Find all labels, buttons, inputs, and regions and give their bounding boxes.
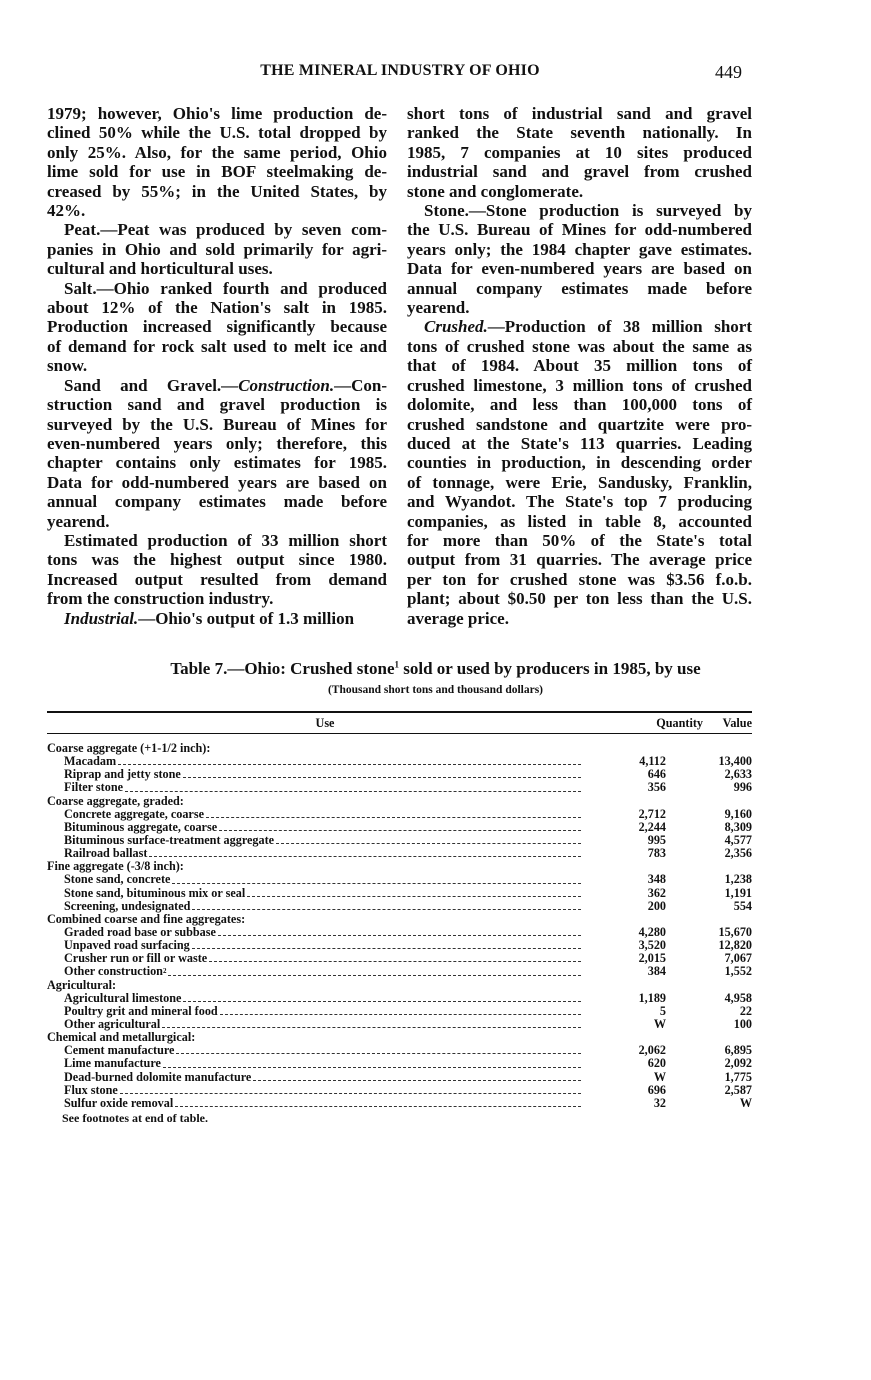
- quantity-cell: 2,712: [638, 806, 666, 821]
- line-text: —Ohio's output of 1.3 million: [138, 608, 355, 628]
- quantity-cell: 348: [647, 872, 666, 887]
- value-cell: 22: [739, 1003, 752, 1018]
- table-row: [47, 887, 752, 900]
- text-line: [407, 395, 752, 414]
- table-row: [47, 768, 752, 781]
- quantity-cell: 646: [647, 767, 666, 782]
- use-cell: [47, 992, 583, 1005]
- text-line: [47, 143, 387, 162]
- line-text: Increased output resulted from demand: [47, 569, 387, 589]
- line-text: 1985, 7 companies at 10 sites produced: [407, 142, 752, 162]
- table-body: [47, 742, 752, 1110]
- dot-leader: [175, 1097, 581, 1107]
- value-cell: 996: [733, 780, 752, 795]
- line-text: —Ohio ranked fourth and produced: [96, 278, 387, 298]
- quantity-cell: 5: [659, 1003, 666, 1018]
- text-line: [407, 453, 752, 472]
- line-text: Data for even-numbered years are based on: [407, 259, 752, 279]
- line-text: the U.S. Bureau of Mines for odd-numbered: [407, 220, 752, 240]
- text-line: [47, 550, 387, 569]
- value-cell: [666, 795, 752, 808]
- line-text: of tonnage, were Erie, Sandusky, Franklin,: [407, 472, 752, 492]
- right-column: [407, 104, 752, 628]
- table-subtitle: (Thousand short tons and thousand dollars): [327, 684, 544, 696]
- paragraph: [407, 201, 752, 317]
- text-line: [47, 492, 387, 511]
- dot-leader: [276, 834, 581, 844]
- use-cell: [47, 913, 583, 926]
- use-label: Unpaved road surfacing: [64, 938, 190, 953]
- use-label: Lime manufacture: [64, 1056, 161, 1071]
- text-line: [407, 143, 752, 162]
- line-text: panies in Ohio and sold primarily for agri-: [47, 239, 387, 259]
- value-cell: 554: [733, 898, 752, 913]
- quantity-cell: 696: [647, 1082, 666, 1097]
- table-row: [47, 992, 752, 1005]
- paragraph: [47, 609, 387, 628]
- text-line: [47, 337, 387, 356]
- use-label: Bituminous surface-treatment aggregate: [64, 832, 275, 847]
- line-text: yearend.: [407, 298, 470, 318]
- use-label: Macadam: [64, 754, 117, 769]
- use-label: Screening, undesignated: [64, 898, 191, 913]
- use-label: Coarse aggregate (+1-1/2 inch):: [47, 741, 211, 755]
- table-row: [47, 1084, 752, 1097]
- value-cell: 2,092: [724, 1056, 752, 1071]
- text-line: [407, 182, 752, 201]
- use-cell: [47, 900, 583, 913]
- text-line: [47, 240, 387, 259]
- run-in-heading: Stone.: [424, 201, 469, 221]
- table-row: [47, 965, 752, 978]
- table-title: [0, 659, 871, 679]
- quantity-cell: [583, 979, 666, 992]
- use-label: Coarse aggregate, graded:: [47, 793, 184, 808]
- value-cell: 9,160: [724, 806, 752, 821]
- footnote-ref: 1: [394, 659, 399, 670]
- quantity-cell: 1,189: [638, 990, 666, 1005]
- line-text: annual company estimates made before: [407, 278, 752, 298]
- text-line: [47, 356, 387, 375]
- text-line: [407, 550, 752, 569]
- use-label: Poultry grit and mineral food: [64, 1003, 218, 1018]
- quantity-cell: 32: [653, 1095, 666, 1110]
- table-header: [47, 713, 752, 733]
- text-line: [47, 201, 387, 220]
- text-line: [47, 259, 387, 278]
- use-cell: [47, 887, 583, 900]
- value-cell: 1,191: [724, 885, 752, 900]
- use-label: Bituminous aggregate, coarse: [64, 819, 218, 834]
- left-column: [47, 104, 387, 628]
- text-line: [407, 298, 752, 317]
- text-line: [407, 415, 752, 434]
- table-header-rule: [47, 733, 752, 734]
- line-text: for more than 50% of the State's total: [407, 530, 752, 550]
- line-text: —Production of 38 million short: [487, 317, 752, 337]
- quantity-cell: W: [653, 1069, 666, 1084]
- italic-subheading: Industrial.: [64, 608, 139, 628]
- value-cell: 4,958: [724, 990, 752, 1005]
- value-cell: 2,356: [724, 846, 752, 861]
- line-text: crushed limestone, 3 million tons of crushed: [407, 375, 752, 395]
- run-in-heading: Peat.: [64, 220, 101, 240]
- text-line: [47, 570, 387, 589]
- value-cell: 1,238: [724, 872, 752, 887]
- value-cell: 12,820: [718, 938, 752, 953]
- line-text: tons of crushed stone was about the same as: [407, 336, 752, 356]
- table-row: [47, 1057, 752, 1070]
- use-label: Railroad ballast: [64, 846, 148, 861]
- table-title-rest: sold or used by producers in 1985, by use: [399, 659, 701, 678]
- text-line: [47, 162, 387, 181]
- quantity-cell: [583, 795, 666, 808]
- text-line: [407, 473, 752, 492]
- use-cell: [47, 1071, 583, 1084]
- table-row: [47, 821, 752, 834]
- line-text: even-numbered years only; therefore, this: [47, 433, 387, 453]
- use-cell: [47, 873, 583, 886]
- use-label: Graded road base or subbase: [64, 924, 216, 939]
- use-label: Crusher run or fill or waste: [64, 951, 208, 966]
- line-text: 42%.: [47, 201, 86, 221]
- text-line: [47, 473, 387, 492]
- value-cell: W: [739, 1095, 752, 1110]
- use-cell: [47, 1005, 583, 1018]
- paragraph: [47, 376, 387, 531]
- dot-leader: [183, 992, 581, 1002]
- use-label: Agricultural:: [47, 977, 117, 992]
- text-line: [47, 123, 387, 142]
- line-text: from the construction industry.: [47, 589, 274, 609]
- line-text: of demand for rock salt used to melt ice and: [47, 336, 387, 356]
- table-row: [47, 781, 752, 794]
- dot-leader: [219, 821, 581, 831]
- text-line: [407, 512, 752, 531]
- dot-leader: [168, 965, 581, 975]
- text-line: [47, 220, 387, 239]
- italic-subheading: Crushed.: [424, 317, 488, 337]
- use-label: Dead-burned dolomite manufacture: [64, 1069, 252, 1084]
- use-label: Riprap and jetty stone: [64, 767, 181, 782]
- text-line: [407, 434, 752, 453]
- text-line: [407, 337, 752, 356]
- dot-leader: [149, 847, 581, 857]
- use-label: Agricultural limestone: [64, 990, 182, 1005]
- table-group-row: [47, 979, 752, 992]
- text-line: [47, 434, 387, 453]
- use-label: Stone sand, bituminous mix or seal: [64, 885, 246, 900]
- quantity-cell: 2,244: [638, 819, 666, 834]
- running-title: THE MINERAL INDUSTRY OF OHIO: [260, 62, 540, 79]
- italic-subheading: —Construction.: [221, 375, 335, 395]
- use-label: Sulfur oxide removal: [64, 1095, 174, 1110]
- use-cell: [47, 768, 583, 781]
- quantity-cell: [583, 913, 666, 926]
- quantity-cell: 384: [647, 964, 666, 979]
- text-line: [47, 453, 387, 472]
- text-line: [407, 162, 752, 181]
- text-line: [407, 259, 752, 278]
- line-text: Estimated production of 33 million short: [64, 530, 387, 550]
- text-line: [407, 279, 752, 298]
- col-header-use: Use: [315, 715, 335, 730]
- text-line: [407, 609, 752, 628]
- table-row: [47, 873, 752, 886]
- text-line: [407, 570, 752, 589]
- dot-leader: [120, 1084, 581, 1094]
- quantity-cell: 200: [647, 898, 666, 913]
- value-cell: 8,309: [724, 819, 752, 834]
- text-line: [407, 376, 752, 395]
- text-line: [47, 415, 387, 434]
- page-number: 449: [715, 62, 742, 82]
- run-in-heading: Sand and Gravel.: [64, 375, 222, 395]
- quantity-cell: 4,280: [638, 924, 666, 939]
- dot-leader: [247, 887, 581, 897]
- dot-leader: [163, 1057, 581, 1067]
- line-text: —Con-: [334, 375, 387, 395]
- table-title-text: Table 7.—Ohio: Crushed stone: [170, 659, 395, 678]
- footnote-ref: 2: [162, 967, 167, 976]
- col-header-value: Value: [722, 715, 752, 730]
- use-label: Stone sand, concrete: [64, 872, 171, 887]
- line-text: lime sold for use in BOF steelmaking de-: [47, 162, 387, 182]
- paragraph: [47, 531, 387, 609]
- value-cell: 100: [733, 1016, 752, 1031]
- text-line: [47, 279, 387, 298]
- use-cell: [47, 979, 583, 992]
- value-cell: 13,400: [718, 754, 752, 769]
- text-line: [47, 317, 387, 336]
- dot-leader: [253, 1071, 581, 1081]
- dot-leader: [192, 939, 581, 949]
- use-label: Fine aggregate (-3/8 inch):: [47, 859, 184, 874]
- line-text: Production increased significantly because: [47, 317, 387, 337]
- paragraph: [407, 317, 752, 628]
- text-line: [47, 512, 387, 531]
- text-line: [47, 395, 387, 414]
- dot-leader: [206, 808, 581, 818]
- dot-leader: [125, 781, 581, 791]
- text-line: [407, 531, 752, 550]
- table-group-row: [47, 913, 752, 926]
- quantity-cell: 995: [647, 832, 666, 847]
- run-in-heading: Salt.: [64, 278, 97, 298]
- line-text: crushed sandstone and quartzite were pro-: [407, 414, 752, 434]
- table-row: [47, 1005, 752, 1018]
- paragraph: [47, 220, 387, 278]
- text-line: [47, 104, 387, 123]
- use-label: Chemical and metallurgical:: [47, 1030, 196, 1045]
- value-cell: 6,895: [724, 1043, 752, 1058]
- value-cell: 7,067: [724, 951, 752, 966]
- use-cell: [47, 1097, 583, 1110]
- text-line: [47, 531, 387, 550]
- line-text: —Stone production is surveyed by: [468, 201, 752, 221]
- text-line: [47, 182, 387, 201]
- use-cell: [47, 808, 583, 821]
- table-footnote: See footnotes at end of table.: [62, 1111, 208, 1125]
- use-label: Other construction: [64, 964, 163, 979]
- use-label: Filter stone: [64, 780, 124, 795]
- dot-leader: [220, 1005, 581, 1015]
- value-cell: 2,633: [724, 767, 752, 782]
- table-row: [47, 1097, 752, 1110]
- use-cell: [47, 821, 583, 834]
- line-text: 1979; however, Ohio's lime production de-: [47, 104, 387, 123]
- quantity-cell: 620: [647, 1056, 666, 1071]
- table-group-row: [47, 795, 752, 808]
- line-text: ranked the State seventh nationally. In: [407, 123, 752, 143]
- dot-leader: [172, 873, 581, 883]
- line-text: —Peat was produced by seven com-: [100, 220, 387, 240]
- paragraph: [47, 104, 387, 220]
- line-text: plant; about $0.50 per ton less than the U.S.: [407, 589, 752, 609]
- table-row: [47, 900, 752, 913]
- text-line: [407, 201, 752, 220]
- quantity-cell: W: [653, 1016, 666, 1031]
- line-text: output from 31 quarries. The average price: [407, 550, 752, 570]
- value-cell: 1,552: [724, 964, 752, 979]
- line-text: average price.: [407, 608, 509, 628]
- dot-leader: [183, 768, 581, 778]
- value-cell: 15,670: [718, 924, 752, 939]
- line-text: clined 50% while the U.S. total dropped by: [47, 123, 387, 143]
- quantity-cell: 2,015: [638, 951, 666, 966]
- use-label: Flux stone: [64, 1082, 118, 1097]
- line-text: creased by 55%; in the United States, by: [47, 181, 387, 201]
- value-cell: [666, 913, 752, 926]
- value-cell: 1,775: [724, 1069, 752, 1084]
- text-line: [407, 240, 752, 259]
- value-cell: [666, 979, 752, 992]
- use-label: Concrete aggregate, coarse: [64, 806, 204, 821]
- line-text: struction sand and gravel production is: [47, 395, 387, 415]
- value-cell: 2,587: [724, 1082, 752, 1097]
- crushed-stone-table: [47, 711, 752, 1110]
- line-text: companies, as listed in table 8, accounted: [407, 511, 752, 531]
- quantity-cell: 2,062: [638, 1043, 666, 1058]
- quantity-cell: 362: [647, 885, 666, 900]
- text-line: [407, 589, 752, 608]
- line-text: snow.: [47, 356, 88, 376]
- line-text: tons was the highest output since 1980.: [47, 550, 387, 570]
- quantity-cell: 783: [647, 846, 666, 861]
- line-text: years only; the 1984 chapter gave estimates.: [407, 239, 752, 259]
- line-text: short tons of industrial sand and gravel: [407, 104, 752, 123]
- use-cell: [47, 781, 583, 794]
- line-text: chapter contains only estimates for 1985.: [47, 453, 387, 473]
- quantity-cell: 4,112: [639, 754, 666, 769]
- dot-leader: [209, 952, 581, 962]
- use-label: Other agricultural: [64, 1016, 161, 1031]
- line-text: per ton for crushed stone was $3.56 f.o.b.: [407, 569, 752, 589]
- quantity-cell: 3,520: [638, 938, 666, 953]
- line-text: industrial sand and gravel from crushed: [407, 162, 752, 182]
- text-line: [407, 492, 752, 511]
- dot-leader: [118, 755, 581, 765]
- text-line: [47, 609, 387, 628]
- use-cell: [47, 795, 583, 808]
- dot-leader: [162, 1018, 581, 1028]
- use-cell: [47, 742, 583, 755]
- line-text: that of 1984. About 35 million tons of: [407, 356, 752, 376]
- line-text: stone and conglomerate.: [407, 181, 584, 201]
- text-line: [47, 376, 387, 395]
- line-text: annual company estimates made before: [47, 492, 387, 512]
- table-row: [47, 1071, 752, 1084]
- use-cell: [47, 1057, 583, 1070]
- dot-leader: [192, 900, 581, 910]
- text-line: [407, 317, 752, 336]
- paragraph: [47, 279, 387, 376]
- dot-leader: [218, 926, 581, 936]
- line-text: cultural and horticultural uses.: [47, 259, 273, 279]
- line-text: only 25%. Also, for the same period, Ohio: [47, 142, 387, 162]
- text-line: [47, 298, 387, 317]
- text-line: [47, 589, 387, 608]
- col-header-quantity: Quantity: [656, 715, 703, 730]
- paragraph: [407, 104, 752, 201]
- line-text: and Wyandot. The State's top 7 producing: [407, 492, 752, 512]
- line-text: Data for odd-numbered years are based on: [47, 472, 387, 492]
- line-text: dolomite, and less than 100,000 tons of: [407, 395, 752, 415]
- line-text: yearend.: [47, 511, 110, 531]
- value-cell: 4,577: [724, 832, 752, 847]
- text-line: [407, 356, 752, 375]
- line-text: surveyed by the U.S. Bureau of Mines for: [47, 414, 387, 434]
- table-row: [47, 808, 752, 821]
- line-text: duced at the State's 113 quarries. Leading: [407, 433, 752, 453]
- use-label: Combined coarse and fine aggregates:: [47, 911, 246, 926]
- line-text: counties in production, in descending order: [407, 453, 752, 473]
- dot-leader: [176, 1044, 581, 1054]
- use-label: Cement manufacture: [64, 1043, 175, 1058]
- use-cell: [47, 1084, 583, 1097]
- use-cell: [47, 965, 583, 978]
- text-line: [407, 104, 752, 123]
- text-line: [407, 123, 752, 142]
- text-line: [407, 220, 752, 239]
- quantity-cell: 356: [647, 780, 666, 795]
- table-row: [47, 834, 752, 847]
- line-text: about 12% of the Nation's salt in 1985.: [47, 298, 387, 318]
